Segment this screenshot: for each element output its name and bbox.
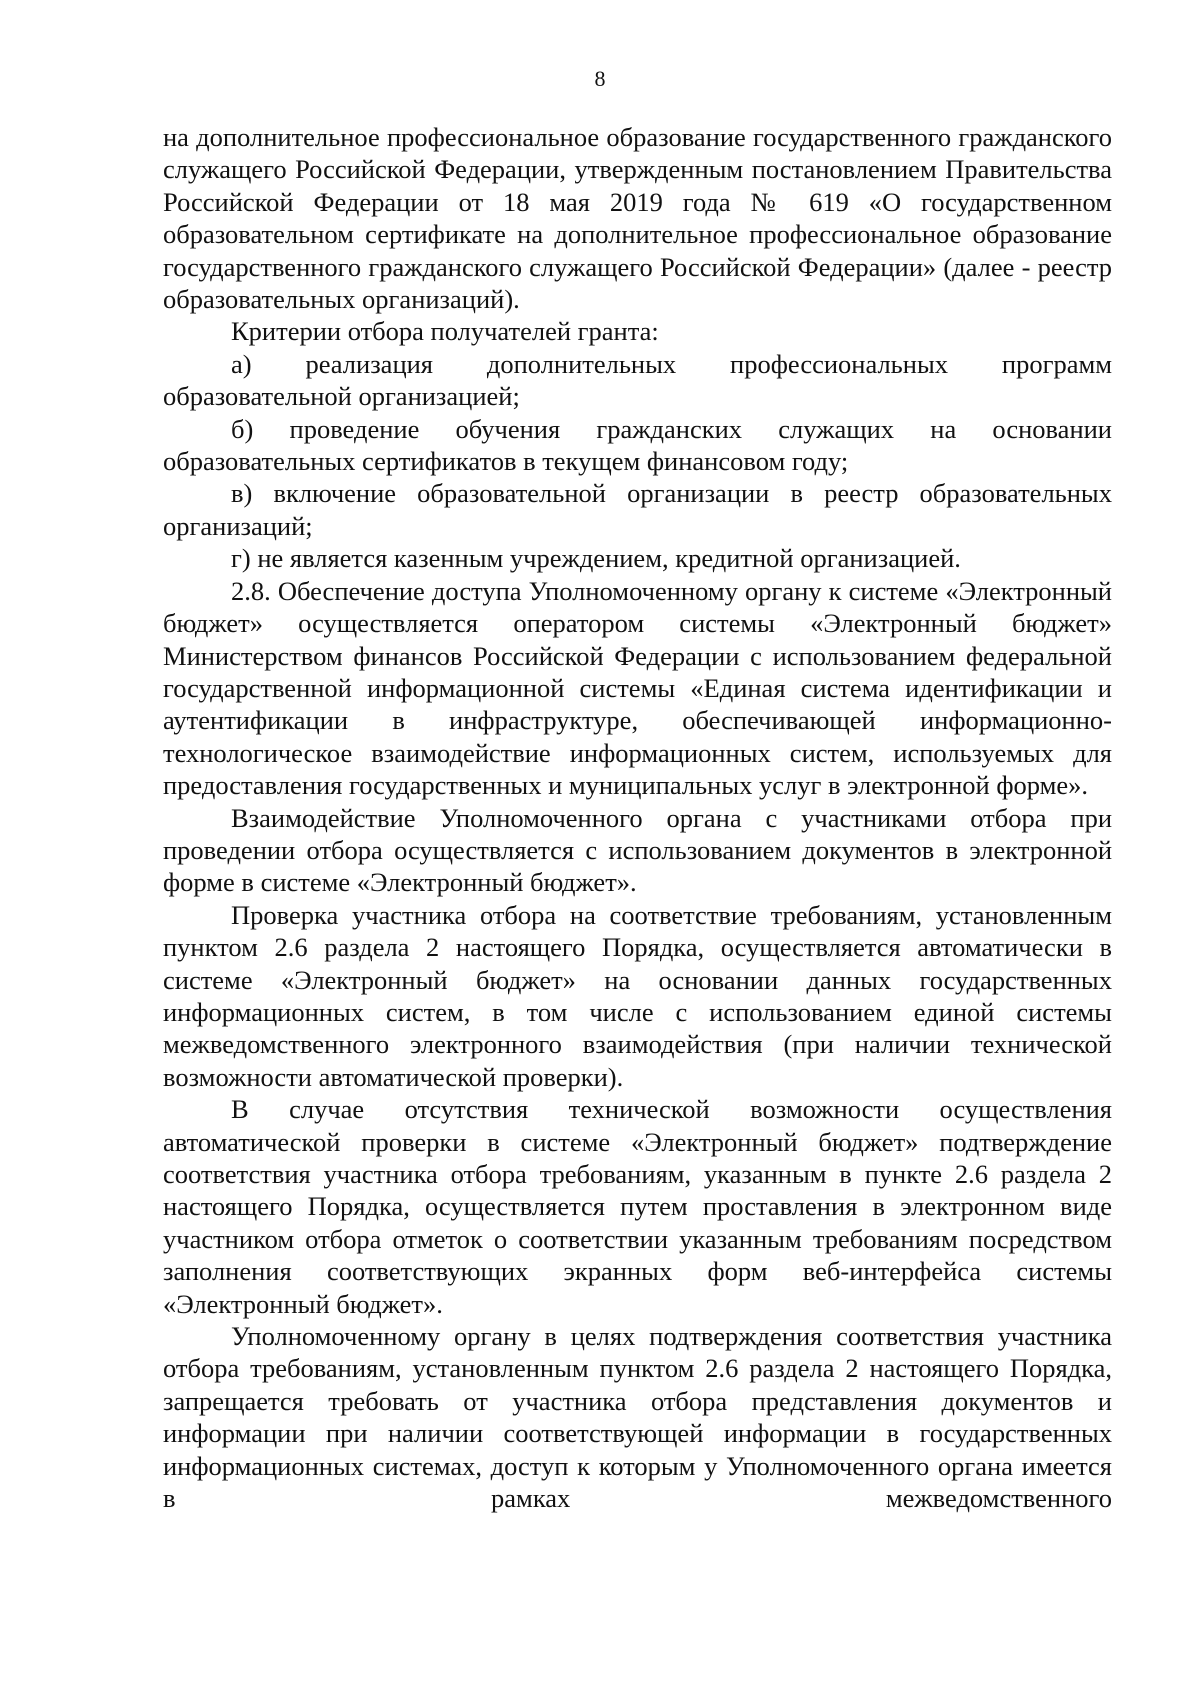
paragraph-prohibition: Уполномоченному органу в целях подтверждения соответствия участника отбора требованиям, установленным пунктом 2.6 раздела 2 настоящего Порядка, запрещается требовать от участника отбора представления документов и информации при наличии соответствующей информации в государственных информационных системах, доступ к которым у Уполномоченного органа имеется в рамках межведомственного xyxy=(163,1321,1112,1514)
paragraph-criterion-v: в) включение образовательной организации в реестр образовательных организаций; xyxy=(163,478,1112,541)
paragraph-continuation: на дополнительное профессиональное образование государственного гражданского служащего Российской Федерации, утвержденным постановлением Правительства Российской Федерации от 18 мая 2019 года № 619 «О государственном образовательном сертификате на дополнительное профессиональное образование государственного гражданского служащего Российской Федерации» (далее - реестр образовательных организаций). xyxy=(163,122,1112,315)
document-body xyxy=(163,121,1112,1514)
page-number: 8 xyxy=(594,66,606,91)
paragraph-criterion-g: г) не является казенным учреждением, кредитной организацией. xyxy=(231,543,961,574)
paragraph-criterion-b: б) проведение обучения гражданских служащих на основании образовательных сертификатов в текущем финансовом году; xyxy=(163,413,1112,477)
paragraph-criteria-heading: Критерии отбора получателей гранта: xyxy=(231,316,659,347)
paragraph-interaction: Взаимодействие Уполномоченного органа с участниками отбора при проведении отбора осуществляется с использованием документов в электронной форме в системе «Электронный бюджет». xyxy=(163,802,1112,898)
paragraph-section-2-8: 2.8. Обеспечение доступа Уполномоченному органу к системе «Электронный бюджет» осуществляется оператором системы «Электронный бюджет» Министерством финансов Российской Федерации с использованием федеральной государственной информационной системы «Единая система идентификации и аутентификации в инфраструктуре, обеспечивающей информационно-технологическое взаимодействие информационных систем, используемых для предоставления государственных и муниципальных услуг в электронной форме». xyxy=(163,575,1112,801)
paragraph-verification: Проверка участника отбора на соответствие требованиям, установленным пунктом 2.6 раздела 2 настоящего Порядка, осуществляется автоматически в системе «Электронный бюджет» на основании данных государственных информационных систем, в том числе с использованием единой системы межведомственного электронного взаимодействия (при наличии технической возможности автоматической проверки). xyxy=(163,899,1112,1092)
paragraph-criterion-a: а) реализация дополнительных профессиональных программ образовательной организацией; xyxy=(163,348,1112,412)
paragraph-no-technical-possibility: В случае отсутствия технической возможности осуществления автоматической проверки в системе «Электронный бюджет» подтверждение соответствия участника отбора требованиям, указанным в пункте 2.6 раздела 2 настоящего Порядка, осуществляется путем проставления в электронном виде участником отбора отметок о соответствии указанным требованиям посредством заполнения соответствующих экранных форм веб-интерфейса системы «Электронный бюджет». xyxy=(163,1094,1112,1319)
